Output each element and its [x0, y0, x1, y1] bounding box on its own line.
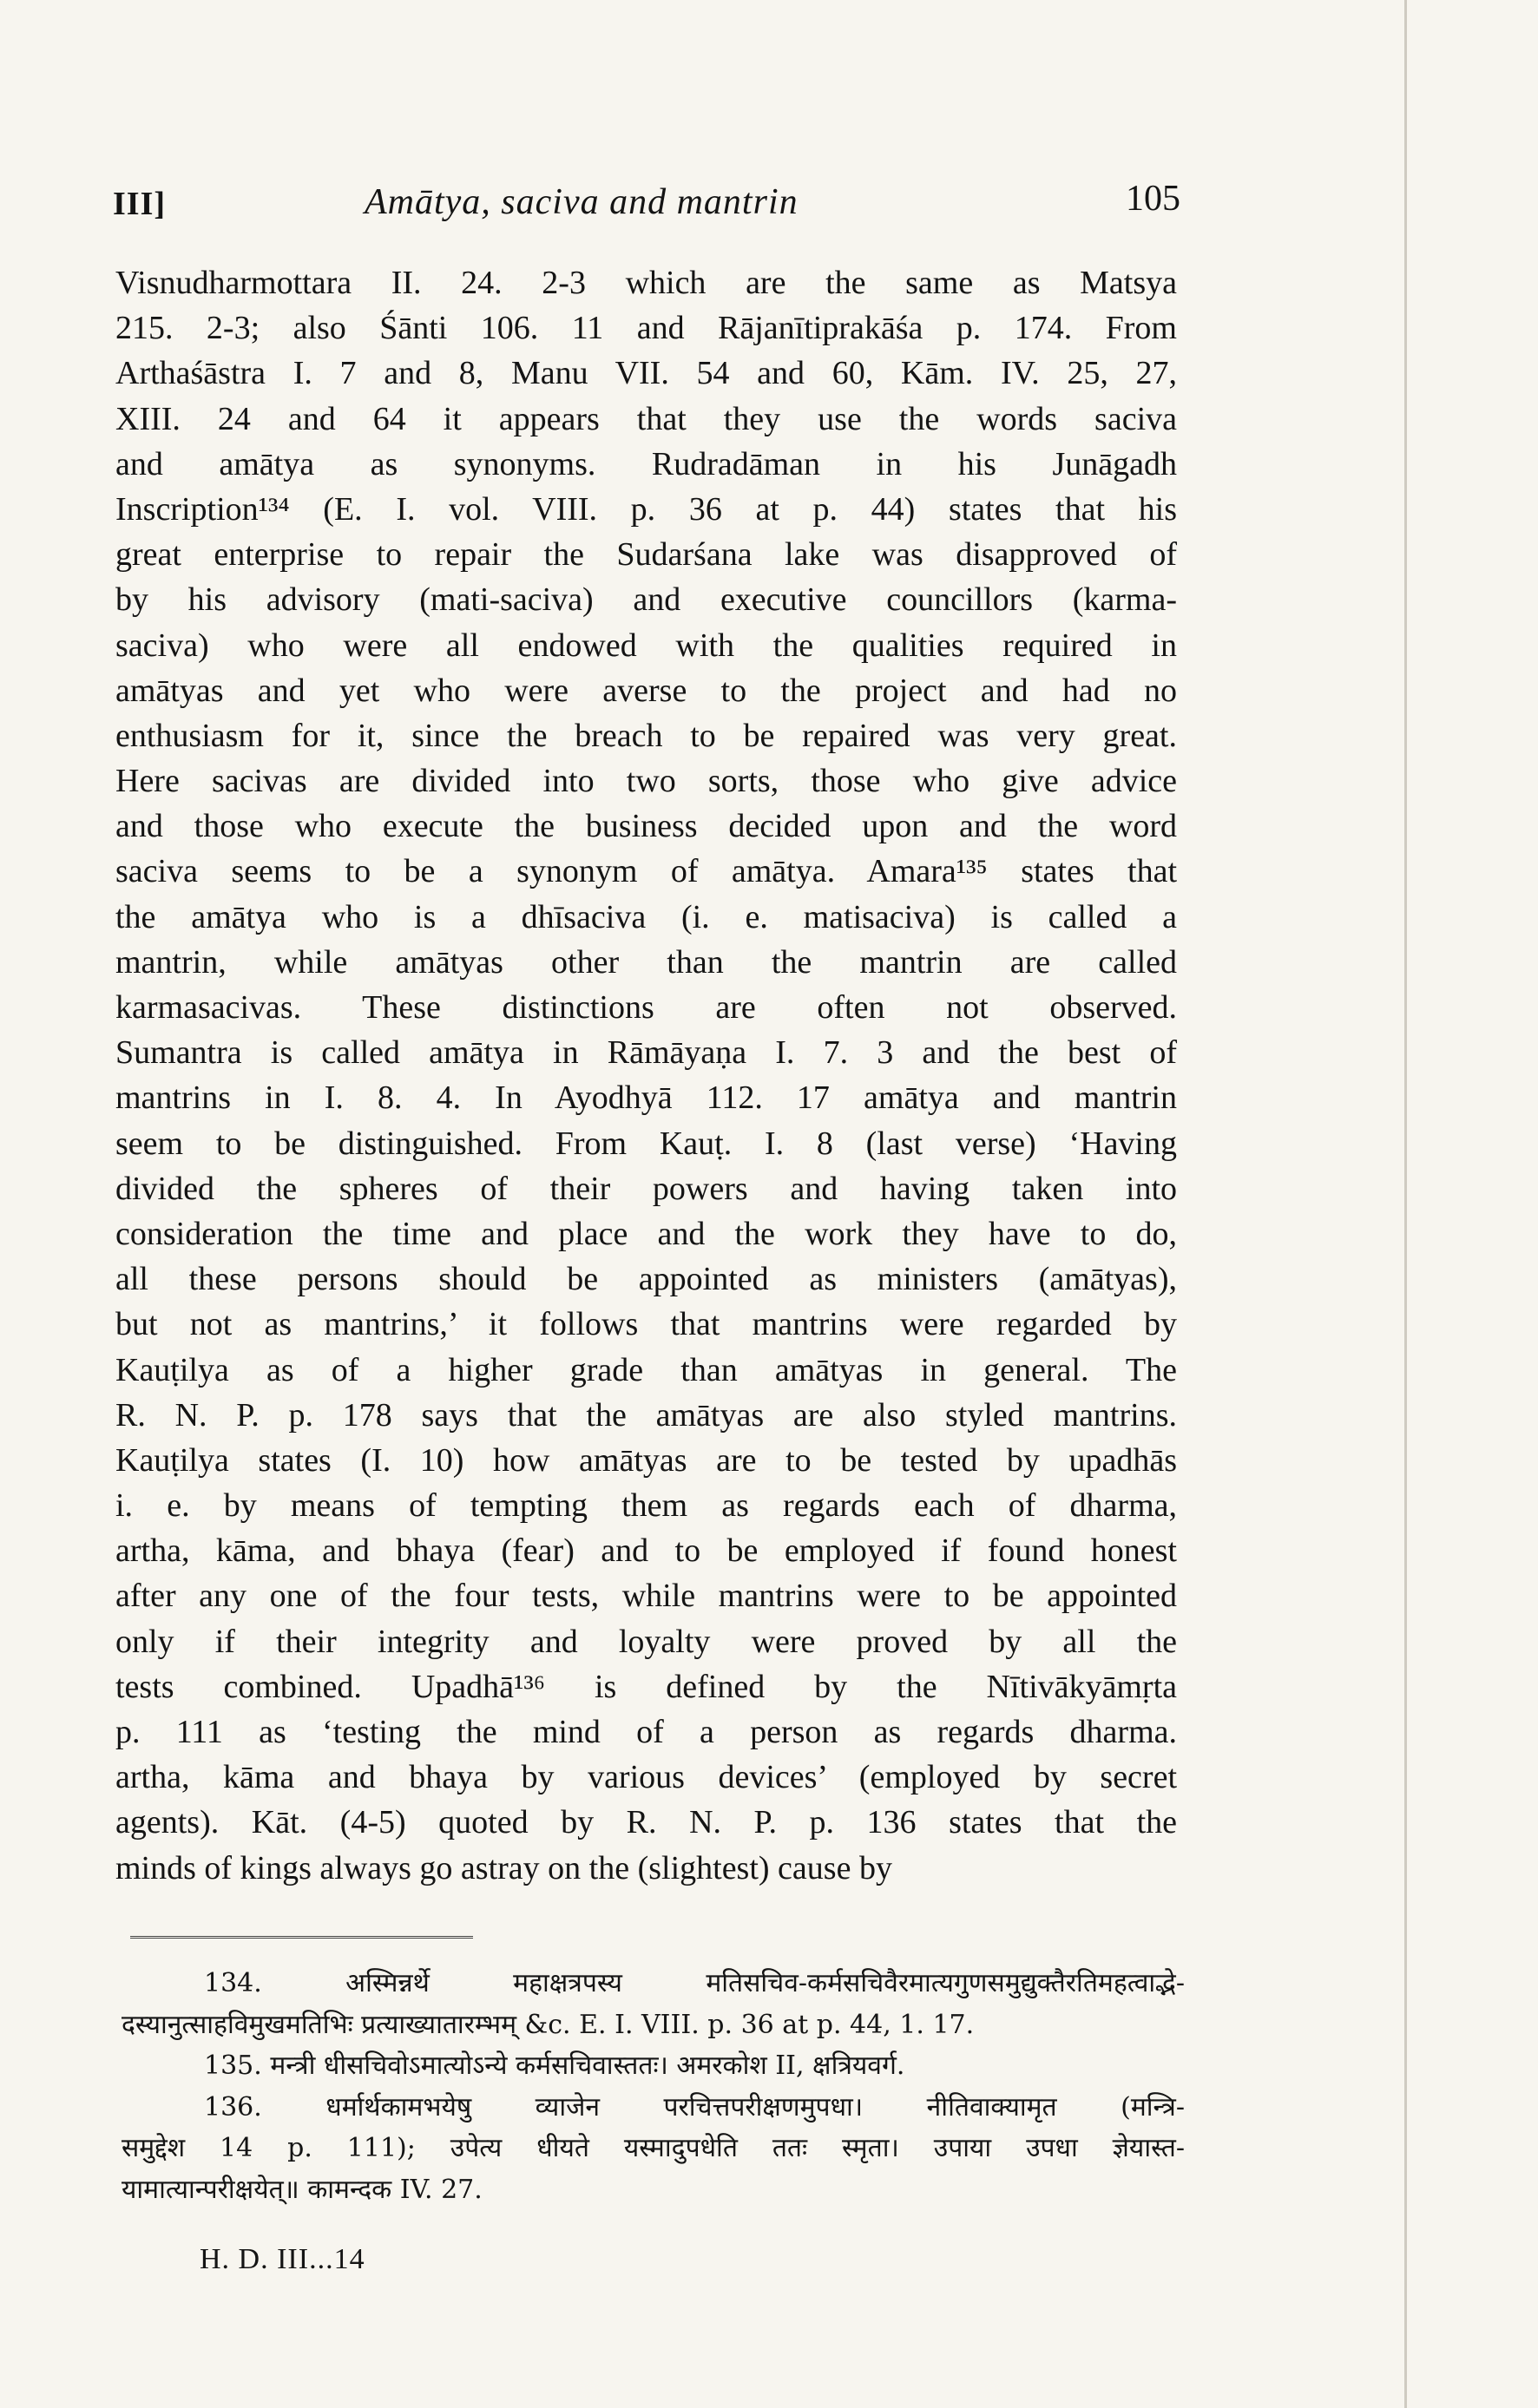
text-line: Kauṭilya states (I. 10) how amātyas are to be tested by upadhās — [115, 1441, 1177, 1479]
chapter-marker: III] — [113, 186, 167, 222]
text-line: by his advisory (mati-saciva) and executive councillors (karma- — [115, 581, 1177, 619]
text-line: Here sacivas are divided into two sorts, those who give advice — [115, 763, 1177, 800]
main-text — [115, 260, 1177, 1891]
text-line: tests combined. Upadhā¹³⁶ is defined by the Nītivākyāmṛta — [115, 1668, 1177, 1705]
text-line: mantrins in I. 8. 4. In Ayodhyā 112. 17 amātya and mantrin — [115, 1079, 1177, 1117]
text-line: enthusiasm for it, since the breach to be repaired was very great. — [115, 717, 1177, 754]
text-line: but not as mantrins,’ it follows that mantrins were regarded by — [115, 1306, 1177, 1343]
text-line: saciva seems to be a synonym of amātya. Amara¹³⁵ states that — [115, 853, 1177, 890]
footnote-separator — [130, 1936, 473, 1939]
text-line: consideration the time and place and the work they have to do, — [115, 1215, 1177, 1252]
text-line: Arthaśāstra I. 7 and 8, Manu VII. 54 and 60, Kām. IV. 25, 27, — [115, 355, 1177, 392]
text-line: and amātya as synonyms. Rudradāman in his Junāgadh — [115, 445, 1177, 482]
text-line: i. e. by means of tempting them as regards each of dharma, — [115, 1487, 1177, 1525]
text-line: and those who execute the business decided upon and the word — [115, 808, 1177, 845]
text-line: the amātya who is a dhīsaciva (i. e. matisaciva) is called a — [115, 898, 1177, 935]
page-number: 105 — [1126, 179, 1180, 219]
footnote-136-line: 136. धर्मार्थकामभयेषु व्याजेन परचित्तपरीक्षणमुपधा। नीतिवाक्यामृत (मन्त्रि- — [204, 2091, 1185, 2123]
text-line: seem to be distinguished. From Kauṭ. I. 8 (last verse) ‘Having — [115, 1125, 1177, 1162]
text-line: all these persons should be appointed as ministers (amātyas), — [115, 1261, 1177, 1298]
footnotes — [122, 1963, 1185, 2210]
signature-mark: H. D. III...14 — [200, 2243, 365, 2275]
footnote-134-line: 134. अस्मिन्नर्थे महाक्षत्रपस्य मतिसचिव-कर्मसचिवैरमात्यगुणसमुद्युक्तैरतिमहत्वाद्भे- — [204, 1968, 1185, 1998]
text-line: Visnudharmottara II. 24. 2-3 which are the same as Matsya — [115, 265, 1177, 301]
text-line: artha, kāma, and bhaya (fear) and to be employed if found honest — [115, 1532, 1177, 1570]
text-line: Sumantra is called amātya in Rāmāyaṇa I. 7. 3 and the best of — [115, 1034, 1177, 1072]
text-line: Kauṭilya as of a higher grade than amātyas in general. The — [115, 1351, 1177, 1388]
running-title: Amātya, saciva and mantrin — [365, 182, 799, 222]
text-line: p. 111 as ‘testing the mind of a person as regards dharma. — [115, 1714, 1177, 1750]
footnote-134-line: दस्यानुत्साहविमुखमतिभिः प्रत्याख्यातारम्भम् &c. E. I. VIII. p. 36 at p. 44, 1. 17. — [122, 2009, 975, 2040]
text-line: mantrin, while amātyas other than the mantrin are called — [115, 943, 1177, 981]
text-line: great enterprise to repair the Sudarśana lake was disapproved of — [115, 536, 1177, 574]
text-line: saciva) who were all endowed with the qualities required in — [115, 627, 1177, 664]
text-line: divided the spheres of their powers and having taken into — [115, 1170, 1177, 1207]
text-line: karmasacivas. These distinctions are often not observed. — [115, 989, 1177, 1026]
text-line: Inscription¹³⁴ (E. I. vol. VIII. p. 36 at p. 44) states that his — [115, 490, 1177, 528]
footnote-135: 135. मन्त्री धीसचिवोऽमात्योऽन्ये कर्मसचिवास्ततः। अमरकोश II, क्षत्रियवर्ग. — [204, 2050, 905, 2081]
text-line: XIII. 24 and 64 it appears that they use the words saciva — [115, 400, 1177, 437]
footnote-136-line: समुद्देश 14 p. 111); उपेत्य धीयते यस्मादुपधेति ततः स्मृता। उपाया उपधा ज्ञेयास्त- — [122, 2133, 1185, 2163]
text-line: agents). Kāt. (4-5) quoted by R. N. P. p. 136 states that the — [115, 1804, 1177, 1841]
text-line: minds of kings always go astray on the (slightest) cause by — [115, 1849, 892, 1886]
text-line: R. N. P. p. 178 says that the amātyas are also styled mantrins. — [115, 1396, 1177, 1434]
text-line: only if their integrity and loyalty were proved by all the — [115, 1623, 1177, 1660]
text-line: artha, kāma and bhaya by various devices’ (employed by secret — [115, 1759, 1177, 1796]
footnote-136-line: यामात्यान्परीक्षयेत्॥ कामन्दक IV. 27. — [122, 2174, 483, 2205]
text-line: after any one of the four tests, while mantrins were to be appointed — [115, 1578, 1177, 1615]
page-edge-divider — [1404, 0, 1407, 2408]
text-line: amātyas and yet who were averse to the project and had no — [115, 672, 1177, 709]
text-line: 215. 2-3; also Śānti 106. 11 and Rājanītiprakāśa p. 174. From — [115, 310, 1177, 347]
running-header — [113, 178, 1180, 230]
